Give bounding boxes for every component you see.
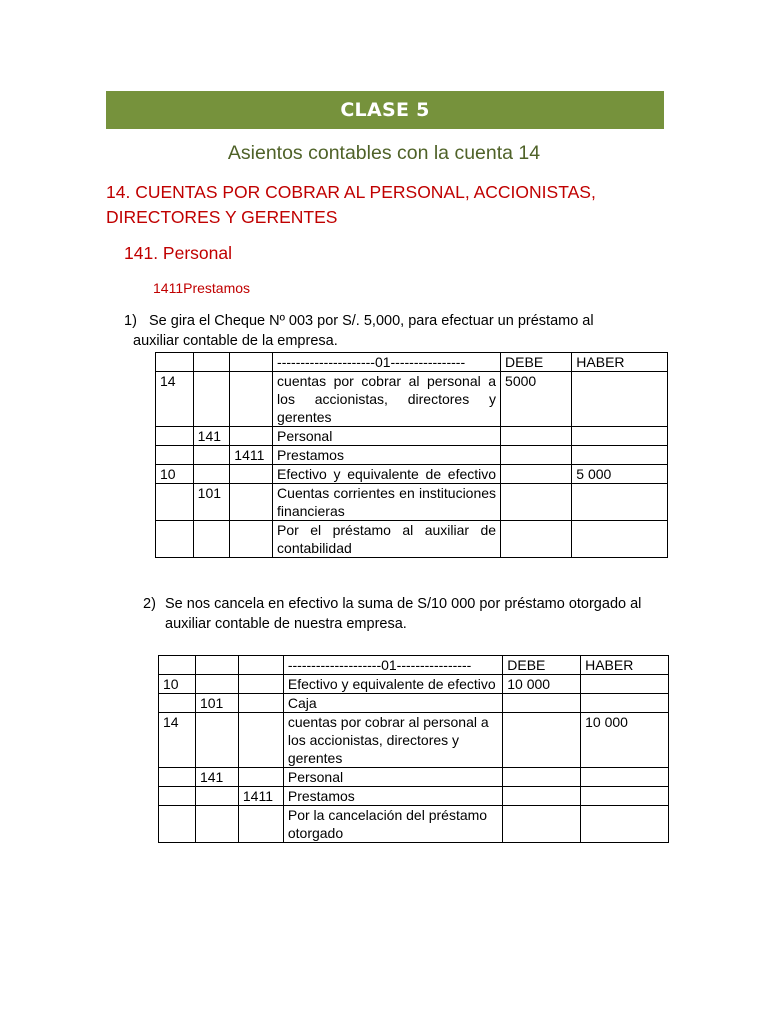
exercise-1-statement (124, 311, 662, 351)
account-division-cell (238, 806, 283, 843)
account-class-cell (156, 427, 194, 446)
debe-amount-cell (501, 427, 572, 446)
header-debe: DEBE (501, 353, 572, 372)
table-row (156, 372, 668, 427)
haber-amount-cell: 10 000 (581, 713, 669, 768)
account-subclass-cell (193, 465, 230, 484)
debe-amount-cell: 10 000 (503, 675, 581, 694)
haber-amount-cell (581, 694, 669, 713)
account-description-cell: cuentas por cobrar al personal a los accionistas, directores y gerentes (283, 713, 502, 768)
account-description-cell: Cuentas corrientes en instituciones financieras (273, 484, 501, 521)
account-subclass-cell: 101 (195, 694, 238, 713)
account-description-cell: Prestamos (273, 446, 501, 465)
haber-amount-cell (581, 806, 669, 843)
account-subclass-cell (195, 713, 238, 768)
debe-amount-cell (501, 446, 572, 465)
debe-amount-cell: 5000 (501, 372, 572, 427)
debe-amount-cell (503, 694, 581, 713)
account-description-cell: Por la cancelación del préstamo otorgado (283, 806, 502, 843)
exercise-2-text: Se nos cancela en efectivo la suma de S/10 000 por préstamo otorgado al auxiliar contable de nuestra empresa. (165, 596, 642, 632)
header-empty-cell (195, 656, 238, 675)
header-empty-cell (238, 656, 283, 675)
account-division-cell: 1411 (238, 787, 283, 806)
account-division-cell (230, 372, 273, 427)
account-description-cell: Personal (273, 427, 501, 446)
exercise-1-text-line2: auxiliar contable de la empresa. (133, 333, 338, 349)
journal-entry-table-1 (155, 352, 668, 558)
debe-amount-cell (501, 484, 572, 521)
account-class-cell: 14 (156, 372, 194, 427)
header-empty-cell (156, 353, 194, 372)
haber-amount-cell (572, 521, 668, 558)
account-division-cell (238, 768, 283, 787)
banner-title: CLASE 5 (340, 99, 430, 121)
exercise-1-text: Se gira el Cheque Nº 003 por S/. 5,000, para efectuar un préstamo al (149, 313, 594, 329)
class-banner (106, 91, 664, 129)
haber-amount-cell (581, 787, 669, 806)
account-division-cell (230, 484, 273, 521)
account-description-cell: Personal (283, 768, 502, 787)
account-subclass-cell (195, 787, 238, 806)
table-row (159, 713, 669, 768)
haber-amount-cell (572, 372, 668, 427)
page-subtitle: Asientos contables con la cuenta 14 (227, 142, 541, 164)
haber-amount-cell (572, 484, 668, 521)
account-class-cell (156, 521, 194, 558)
account-class-cell: 14 (159, 713, 196, 768)
account-class-cell: 10 (156, 465, 194, 484)
table-row (156, 446, 668, 465)
debe-amount-cell (503, 768, 581, 787)
account-division-cell (230, 465, 273, 484)
header-empty-cell (193, 353, 230, 372)
header-haber: HABER (581, 656, 669, 675)
haber-amount-cell (581, 768, 669, 787)
debe-amount-cell (503, 787, 581, 806)
debe-amount-cell (503, 713, 581, 768)
account-description-cell: Caja (283, 694, 502, 713)
header-entry-number: --------------------01---------------- (283, 656, 502, 675)
account-subclass-cell: 141 (195, 768, 238, 787)
account-description-cell: cuentas por cobrar al personal a los accionistas, directores y gerentes (273, 372, 501, 427)
account-class-cell: 10 (159, 675, 196, 694)
table-row (156, 521, 668, 558)
haber-amount-cell (572, 446, 668, 465)
exercise-2-number: 2) (143, 596, 156, 612)
table-row (159, 768, 669, 787)
account-description-cell: Prestamos (283, 787, 502, 806)
header-haber: HABER (572, 353, 668, 372)
table-row (159, 694, 669, 713)
subsubsection-heading: 1411Prestamos (153, 280, 251, 296)
account-class-cell (159, 787, 196, 806)
account-class-cell (156, 484, 194, 521)
table-row (156, 465, 668, 484)
account-subclass-cell (193, 521, 230, 558)
exercise-1-number: 1) (124, 313, 137, 329)
journal-entry-table-2 (158, 655, 669, 843)
account-class-cell (156, 446, 194, 465)
account-description-cell: Efectivo y equivalente de efectivo (273, 465, 501, 484)
table-header-row (156, 353, 668, 372)
table-row (159, 675, 669, 694)
header-empty-cell (230, 353, 273, 372)
account-division-cell (230, 427, 273, 446)
account-description-cell: Efectivo y equivalente de efectivo (283, 675, 502, 694)
table-row (156, 484, 668, 521)
haber-amount-cell (572, 427, 668, 446)
account-description-cell: Por el préstamo al auxiliar de contabilidad (273, 521, 501, 558)
account-class-cell (159, 694, 196, 713)
account-subclass-cell (193, 372, 230, 427)
account-division-cell (230, 521, 273, 558)
account-subclass-cell: 101 (193, 484, 230, 521)
table-row (156, 427, 668, 446)
haber-amount-cell: 5 000 (572, 465, 668, 484)
table-header-row (159, 656, 669, 675)
debe-amount-cell (501, 521, 572, 558)
subsection-heading: 141. Personal (124, 243, 232, 263)
debe-amount-cell (501, 465, 572, 484)
account-class-cell (159, 806, 196, 843)
header-debe: DEBE (503, 656, 581, 675)
account-division-cell (238, 713, 283, 768)
account-subclass-cell (195, 675, 238, 694)
account-subclass-cell (195, 806, 238, 843)
account-division-cell (238, 694, 283, 713)
table-row (159, 787, 669, 806)
header-empty-cell (159, 656, 196, 675)
account-class-cell (159, 768, 196, 787)
account-subclass-cell (193, 446, 230, 465)
account-subclass-cell: 141 (193, 427, 230, 446)
exercise-2-statement (143, 594, 663, 634)
table-row (159, 806, 669, 843)
haber-amount-cell (581, 675, 669, 694)
header-entry-number: ---------------------01---------------- (273, 353, 501, 372)
account-division-cell: 1411 (230, 446, 273, 465)
section-heading: 14. CUENTAS POR COBRAR AL PERSONAL, ACCIONISTAS, DIRECTORES Y GERENTES (106, 182, 596, 227)
debe-amount-cell (503, 806, 581, 843)
account-division-cell (238, 675, 283, 694)
